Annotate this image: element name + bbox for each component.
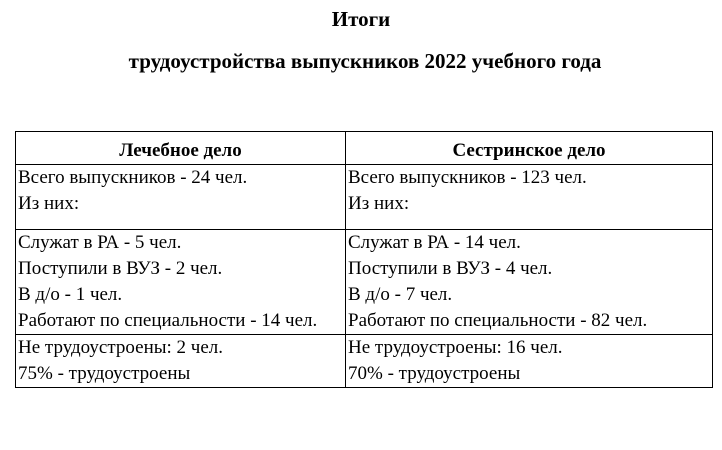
cell-text: В д/о - 7 чел. <box>348 284 453 305</box>
cell-text: Всего выпускников - 123 чел. <box>348 167 587 188</box>
cell-text: Не трудоустроены: 2 чел. <box>18 337 224 358</box>
cell-text: Работают по специальности - 82 чел. <box>348 310 648 331</box>
column-header-nursing: Сестринское дело <box>346 132 713 165</box>
table-header-row <box>16 132 713 165</box>
cell-text: Из них: <box>18 193 80 214</box>
cell-text: Работают по специальности - 14 чел. <box>18 310 318 331</box>
cell-text: Поступили в ВУЗ - 4 чел. <box>348 258 553 279</box>
cell-text: В д/о - 1 чел. <box>18 284 123 305</box>
cell-text: 75% - трудоустроены <box>18 363 191 384</box>
cell-general-medicine-totals <box>16 165 346 230</box>
cell-text: Служат в РА - 5 чел. <box>18 232 182 253</box>
table-row-summary <box>16 335 713 388</box>
page-title: Итоги <box>331 7 391 31</box>
cell-text: 70% - трудоустроены <box>348 363 521 384</box>
cell-text: Служат в РА - 14 чел. <box>348 232 521 253</box>
page-subtitle: трудоустройства выпускников 2022 учебного года <box>128 49 602 73</box>
table-row-totals <box>16 165 713 230</box>
cell-nursing-summary <box>346 335 713 388</box>
cell-text: Не трудоустроены: 16 чел. <box>348 337 563 358</box>
table-row-details <box>16 230 713 335</box>
cell-text: Всего выпускников - 24 чел. <box>18 167 248 188</box>
cell-general-medicine-summary <box>16 335 346 388</box>
column-header-general-medicine: Лечебное дело <box>16 132 346 165</box>
cell-nursing-totals <box>346 165 713 230</box>
cell-nursing-details <box>346 230 713 335</box>
cell-text: Поступили в ВУЗ - 2 чел. <box>18 258 223 279</box>
results-table <box>15 131 713 388</box>
cell-text: Из них: <box>348 193 410 214</box>
cell-general-medicine-details <box>16 230 346 335</box>
